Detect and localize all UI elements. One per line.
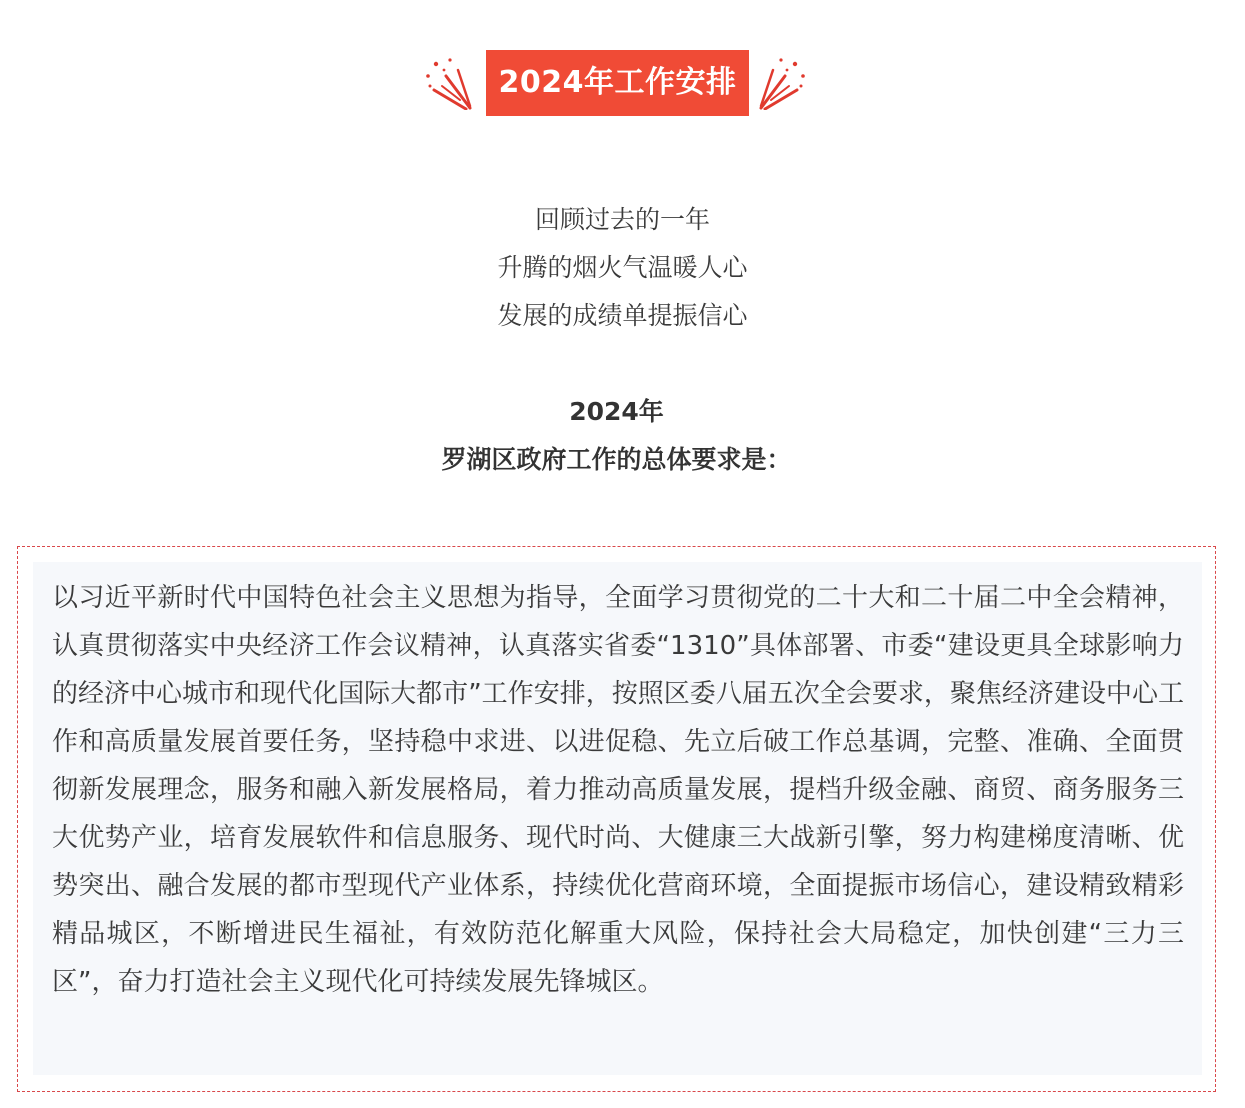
requirement-title: 罗湖区政府工作的总体要求是：: [441, 445, 792, 474]
intro-line: 发展的成绩单提振信心: [497, 301, 748, 330]
quote-text: 以习近平新时代中国特色社会主义思想为指导，全面学习贯彻党的二十大和二十届二中全会精神，认真贯彻落实中央经济工作会议精神，认真落实省委“1310”具体部署、市委“建设更具全球影响力的经济中心城市和现代化国际大都市”工作安排，按照区委八届五次全会要求，聚焦经济建设中心工作和高质量发展首要任务，坚持稳中求进、以进促稳、先立后破工作总基调，完整、准确、全面贯彻新发展理念，服务和融入新发展格局，着力推动高质量发展，提档升级金融、商贸、商务服务三大优势产业，培育发展软件和信息服务、现代时尚、大健康三大战新引擎，努力构建梯度清晰、优势突出、融合发展的都市型现代产业体系，持续优化营商环境，全面提振市场信心，建设精致精彩精品城区，不断增进民生福祉，有效防范化解重大风险，保持社会大局稳定，加快创建“三力三区”，奋力打造社会主义现代化可持续发展先锋城区。: [52, 583, 1184, 997]
quote-box: [17, 546, 1216, 1092]
quote-panel: [33, 562, 1202, 1075]
requirement-heading: [0, 388, 1233, 484]
intro-line: 回顾过去的一年: [534, 205, 710, 234]
intro-line: 升腾的烟火气温暖人心: [497, 253, 748, 282]
firework-icon: [759, 56, 807, 110]
firework-icon: [424, 56, 472, 110]
section-title: 2024年工作安排: [486, 50, 749, 116]
section-header: [0, 50, 1245, 116]
intro-lines: [0, 196, 1245, 340]
requirement-year: 2024年: [569, 397, 664, 426]
